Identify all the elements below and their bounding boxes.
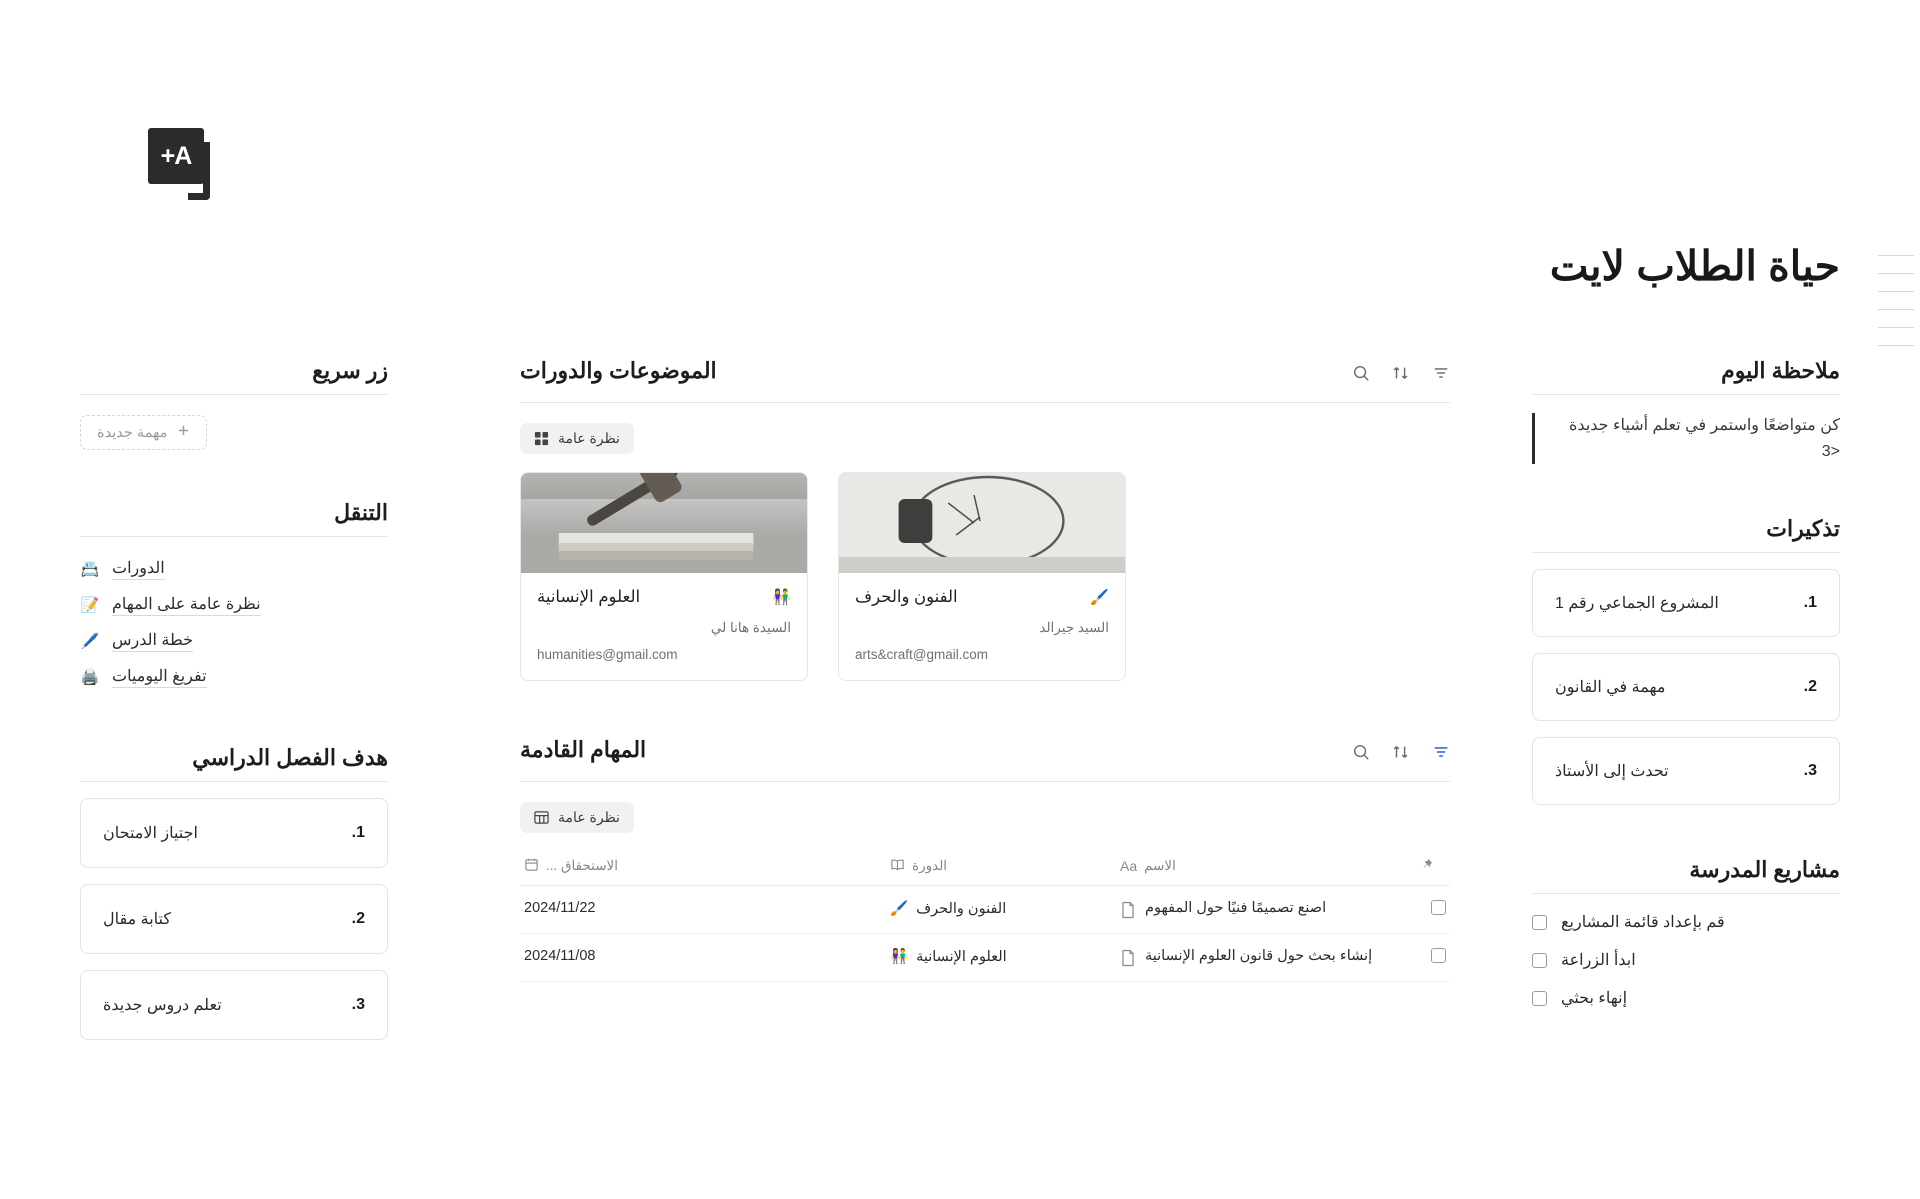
right-column <box>1532 358 1840 1008</box>
task-name: اصنع تصميمًا فنيًا حول المفهوم <box>1145 900 1327 916</box>
goal-number: 3. <box>351 996 365 1013</box>
scroll-edge-marks <box>1878 255 1914 363</box>
task-name: إنشاء بحث حول قانون العلوم الإنسانية <box>1145 948 1373 964</box>
gavel-on-book-photo <box>521 473 807 573</box>
reminder-number: 3. <box>1803 762 1817 780</box>
note-of-day-text: كن متواضعًا واستمر في تعلم أشياء جديدة <3 <box>1569 417 1840 460</box>
project-label: قم بإعداد قائمة المشاريع <box>1561 914 1725 932</box>
column-header-due[interactable] <box>520 851 886 886</box>
reminder-card[interactable] <box>1532 569 1840 637</box>
logo-text: A+ <box>160 141 192 170</box>
row-checkbox-cell[interactable] <box>1416 886 1450 934</box>
course-teacher: السيد جيرالد <box>1039 620 1109 635</box>
sidebar-item-courses[interactable] <box>80 551 388 587</box>
page-title: حياة الطلاب لايت <box>1549 243 1840 289</box>
task-course: العلوم الإنسانية <box>916 948 1007 965</box>
pen-icon: 🖊️ <box>80 633 100 650</box>
courses-header-row <box>520 358 1450 394</box>
sidebar-item-label: نظرة عامة على المهام <box>112 594 261 616</box>
checklist-icon: 📝 <box>80 597 100 614</box>
column-header-course-label: الدورة <box>912 858 948 873</box>
tasks-header-row <box>520 737 1450 773</box>
column-header-pin[interactable] <box>1416 851 1450 886</box>
gallery-view-icon <box>534 431 549 446</box>
goal-label: كتابة مقال <box>103 911 171 928</box>
book-icon <box>890 857 905 875</box>
task-course: الفنون والحرف <box>916 900 1007 917</box>
contact-card-icon: 📇 <box>80 561 100 578</box>
goal-card[interactable] <box>80 884 388 954</box>
search-icon[interactable] <box>1352 743 1370 761</box>
goal-card[interactable] <box>80 970 388 1040</box>
upcoming-tasks-section <box>520 737 1450 982</box>
checkbox-icon[interactable] <box>1431 948 1446 963</box>
course-emoji-icon: 🖌️ <box>890 901 909 917</box>
row-checkbox-cell[interactable] <box>1416 934 1450 982</box>
row-due-cell[interactable] <box>520 934 886 982</box>
left-column <box>80 358 388 1040</box>
row-course-cell[interactable] <box>886 934 1116 982</box>
tasks-table <box>520 851 1450 982</box>
reminder-label: المشروع الجماعي رقم 1 <box>1555 595 1719 613</box>
table-view-icon <box>534 810 549 825</box>
courses-view-chip-label: نظرة عامة <box>558 430 620 446</box>
school-projects-heading: مشاريع المدرسة <box>1532 857 1840 894</box>
checkbox-icon[interactable] <box>1532 991 1547 1006</box>
task-due-date: 2024/11/08 <box>524 948 596 964</box>
course-teacher: السيدة هانا لي <box>710 620 791 635</box>
goal-label: تعلم دروس جديدة <box>103 997 222 1014</box>
checkbox-icon[interactable] <box>1431 900 1446 915</box>
note-of-day-heading: ملاحظة اليوم <box>1532 358 1840 395</box>
column-header-name[interactable] <box>1116 851 1416 886</box>
checkbox-icon[interactable] <box>1532 915 1547 930</box>
tasks-view-chip[interactable] <box>520 802 634 833</box>
text-type-icon: Aa <box>1120 858 1138 874</box>
course-email[interactable]: humanities@gmail.com <box>537 647 678 662</box>
goal-number: 1. <box>351 824 365 841</box>
course-email[interactable]: arts&craft@gmail.com <box>855 647 988 662</box>
checkbox-icon[interactable] <box>1532 953 1547 968</box>
goal-label: اجتياز الامتحان <box>103 825 198 842</box>
reminders-heading: تذكيرات <box>1532 516 1840 553</box>
main-column <box>520 358 1450 982</box>
project-label: إنهاء بحثي <box>1561 990 1628 1008</box>
reminder-card[interactable] <box>1532 737 1840 805</box>
course-title: الفنون والحرف <box>855 588 958 606</box>
reminder-label: تحدث إلى الأستاذ <box>1555 763 1669 781</box>
course-card[interactable] <box>838 472 1126 681</box>
table-header-row <box>520 851 1450 886</box>
course-card-list <box>520 472 1450 681</box>
sidebar-item-label: خطة الدرس <box>112 630 193 652</box>
reminder-card[interactable] <box>1532 653 1840 721</box>
document-icon <box>1120 949 1136 967</box>
task-due-date: 2024/11/22 <box>524 900 596 916</box>
quote-bar <box>1532 413 1535 464</box>
column-header-due-label: الاستحقاق ... <box>546 858 618 873</box>
calendar-icon <box>524 857 539 875</box>
sidebar-item-tasks-overview[interactable] <box>80 587 388 623</box>
sort-icon[interactable] <box>1392 364 1410 382</box>
sidebar-item-label: الدورات <box>112 558 165 580</box>
tasks-view-chip-label: نظرة عامة <box>558 809 620 825</box>
course-card[interactable] <box>520 472 808 681</box>
list-item[interactable] <box>1532 912 1840 932</box>
lightbulb-sketch-photo <box>839 473 1125 573</box>
reminder-label: مهمة في القانون <box>1555 679 1666 697</box>
table-row[interactable] <box>520 934 1450 982</box>
sidebar-item-label: تفريغ اليوميات <box>112 666 207 688</box>
list-item[interactable] <box>1532 950 1840 970</box>
column-header-name-label: الاسم <box>1144 858 1176 873</box>
course-emoji-icon: 👫 <box>772 589 791 606</box>
sidebar-item-lesson-plan[interactable] <box>80 623 388 659</box>
filter-icon[interactable] <box>1432 364 1450 382</box>
column-header-course[interactable] <box>886 851 1116 886</box>
goal-card[interactable] <box>80 798 388 868</box>
courses-view-chip[interactable] <box>520 423 634 454</box>
list-item[interactable] <box>1532 988 1840 1008</box>
row-course-cell[interactable] <box>886 886 1116 934</box>
quick-button-heading: زر سريع <box>80 358 388 395</box>
course-emoji-icon: 🖌️ <box>1090 589 1109 606</box>
pin-icon <box>1420 858 1433 874</box>
app-logo <box>148 128 224 202</box>
semester-goal-heading: هدف الفصل الدراسي <box>80 745 388 782</box>
course-emoji-icon: 👫 <box>890 949 909 965</box>
project-label: ابدأ الزراعة <box>1561 952 1636 970</box>
sidebar-item-journal-dump[interactable] <box>80 659 388 695</box>
new-task-button[interactable] <box>80 415 207 450</box>
search-icon[interactable] <box>1352 364 1370 382</box>
tasks-toolbar <box>1352 737 1450 761</box>
goal-number: 2. <box>351 910 365 927</box>
document-icon <box>1120 901 1136 919</box>
row-due-cell[interactable] <box>520 886 886 934</box>
navigation-heading: التنقل <box>80 500 388 537</box>
courses-toolbar <box>1352 358 1450 382</box>
reminder-number: 1. <box>1803 594 1817 612</box>
new-task-label: مهمة جديدة <box>97 424 168 441</box>
sort-icon[interactable] <box>1392 743 1410 761</box>
reminder-number: 2. <box>1803 678 1817 696</box>
navigation-list <box>80 551 388 695</box>
table-row[interactable] <box>520 886 1450 934</box>
plus-icon <box>177 424 190 441</box>
note-of-day-quote <box>1532 413 1840 464</box>
tasks-heading: المهام القادمة <box>520 737 647 762</box>
row-name-cell[interactable] <box>1116 934 1416 982</box>
row-name-cell[interactable] <box>1116 886 1416 934</box>
courses-heading: الموضوعات والدورات <box>520 358 717 383</box>
course-title: العلوم الإنسانية <box>537 588 641 606</box>
filter-icon[interactable] <box>1432 743 1450 761</box>
printer-icon: 🖨️ <box>80 669 100 686</box>
